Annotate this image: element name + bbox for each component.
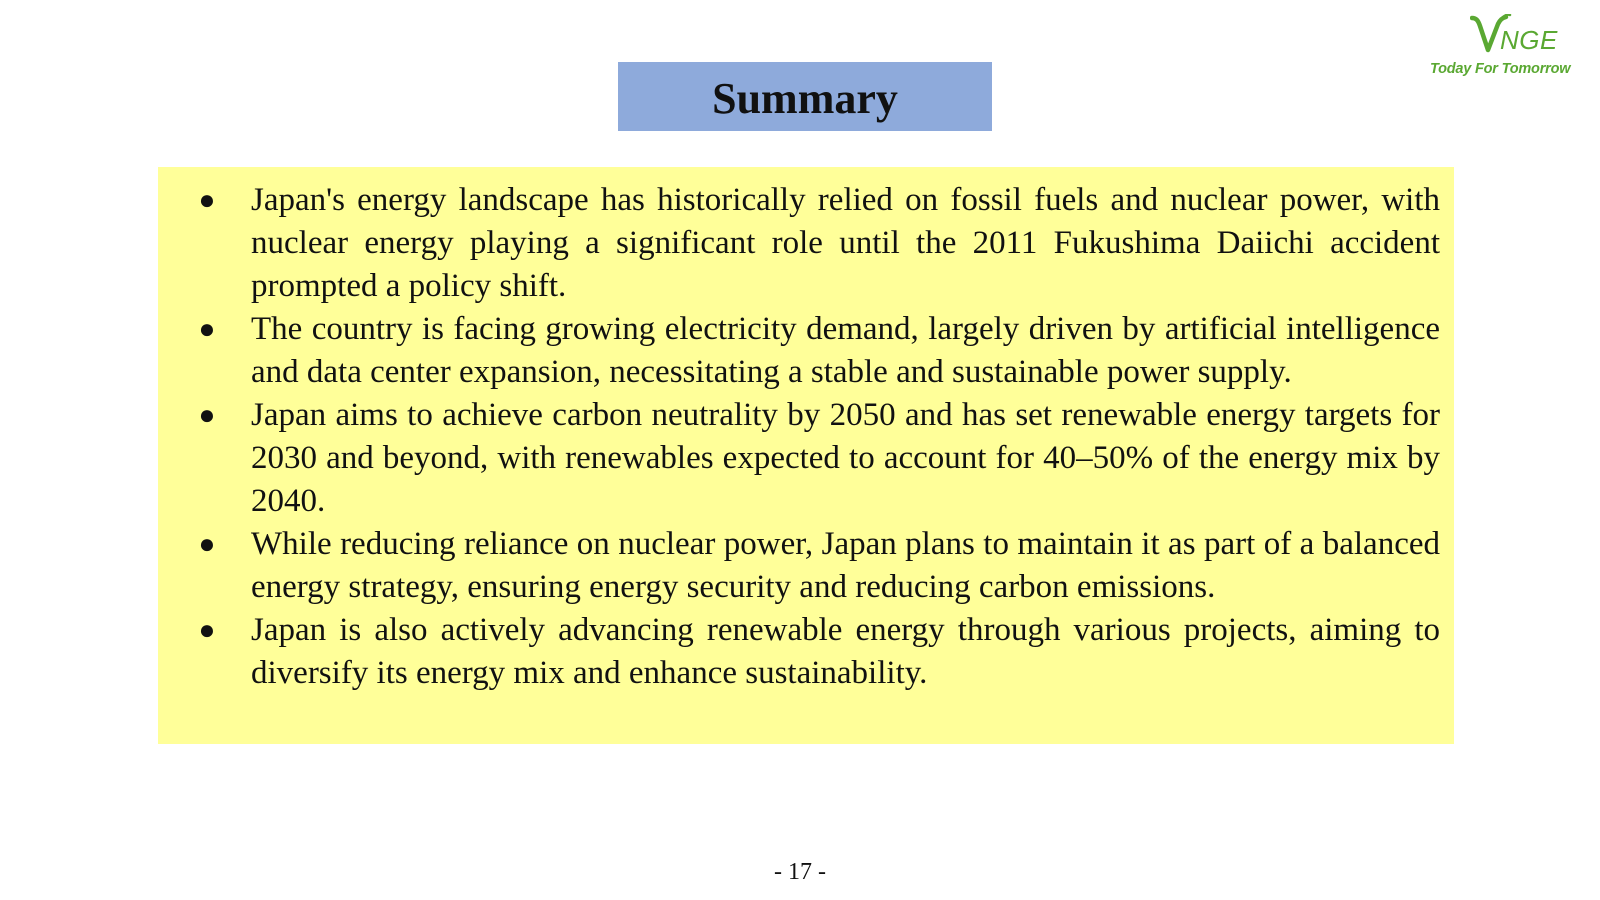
bullet-text: Japan is also actively advancing renewable energy through various projects, aiming to diversify its energy mix and enhance sustainability.	[251, 612, 1440, 691]
page-number: - 17 -	[774, 859, 826, 885]
summary-bullet-item	[158, 308, 1440, 394]
bullet-text: While reducing reliance on nuclear power, Japan plans to maintain it as part of a balanced energy strategy, ensuring energy security and reducing carbon emissions.	[251, 526, 1440, 605]
bullet-dot-icon: ●	[198, 400, 216, 431]
vnge-logo-mark	[1470, 14, 1570, 58]
summary-bullet-item	[158, 179, 1440, 308]
title-banner	[618, 62, 992, 131]
summary-box	[158, 167, 1454, 744]
summary-bullet-item	[158, 394, 1440, 523]
summary-bullet-item	[158, 523, 1440, 609]
svg-text:NGE: NGE	[1500, 25, 1558, 55]
summary-bullet-item	[158, 609, 1440, 695]
bullet-dot-icon: ●	[198, 185, 216, 216]
bullet-text: Japan's energy landscape has historically relied on fossil fuels and nuclear power, with nuclear energy playing a significant role until the 2011 Fukushima Daiichi accident prompted a policy shift.	[251, 182, 1440, 304]
bullet-dot-icon: ●	[198, 529, 216, 560]
bullet-text: Japan aims to achieve carbon neutrality by 2050 and has set renewable energy targets for 2030 and beyond, with renewables expected to account for 40–50% of the energy mix by 2040.	[251, 397, 1440, 519]
logo-tagline: Today For Tomorrow	[1430, 61, 1571, 77]
page-title: Summary	[712, 73, 898, 123]
summary-bullet-list	[158, 167, 1454, 695]
company-logo	[1430, 8, 1590, 88]
bullet-text: The country is facing growing electricity demand, largely driven by artificial intelligence and data center expansion, necessitating a stable and sustainable power supply.	[251, 311, 1440, 390]
bullet-dot-icon: ●	[198, 615, 216, 646]
bullet-dot-icon: ●	[198, 314, 216, 345]
